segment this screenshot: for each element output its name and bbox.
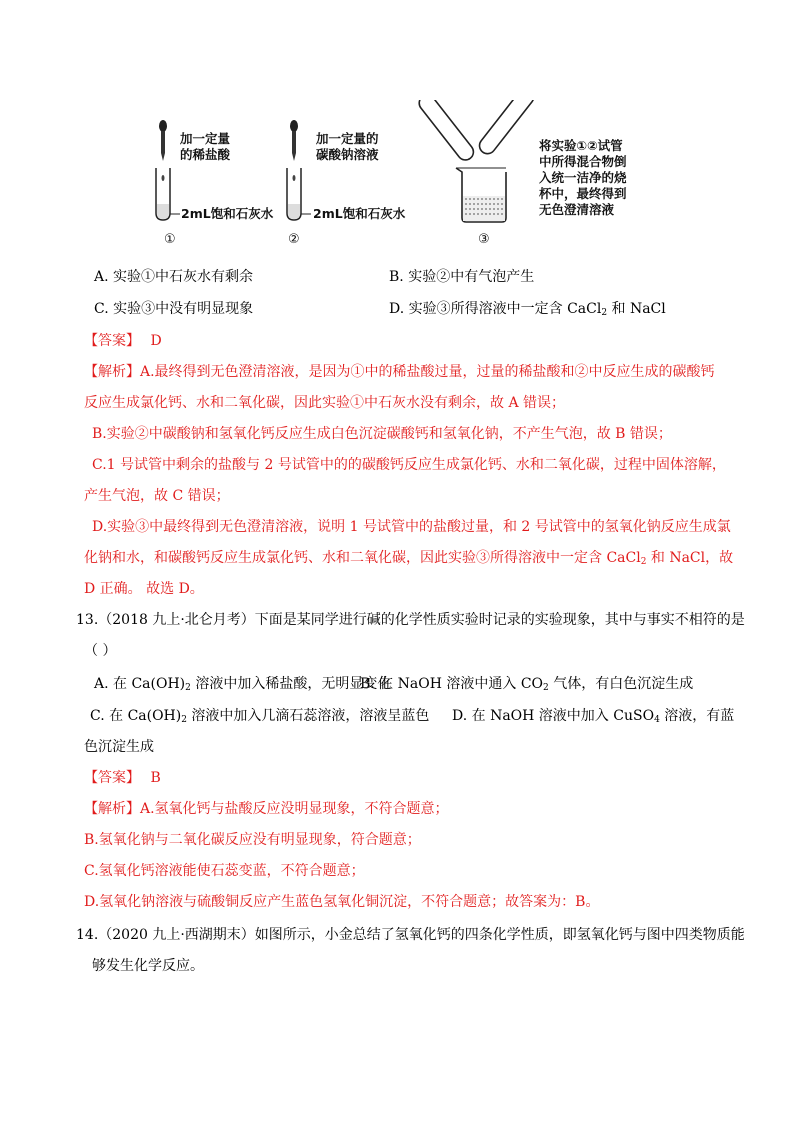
q12-option-b: B. 实验②中有气泡产生 (389, 269, 535, 285)
q13-analysis-a (84, 799, 449, 819)
tube2-label-line1: 加一定量的 (316, 131, 379, 146)
q13-analysis-a-text: A.氢氧化钙与盐酸反应没明显现象，不符合题意； (140, 801, 449, 817)
q12-analysis-b: B.实验②中碳酸钠和氢氧化钙反应生成白色沉淀碳酸钙和氢氧化钠，不产生气泡，故 B 错误； (92, 426, 672, 442)
tube2-label-line2: 碳酸钠溶液 (316, 147, 379, 162)
q13-answer (84, 768, 161, 788)
q13-stem-line1: 13.（2018 九上·北仑月考）下面是某同学进行碱的化学性质实验时记录的实验现象，其中与事实不相符的是 (76, 612, 745, 628)
dropper-icon-1 (159, 120, 167, 161)
q13-analysis-c: C.氢氧化钙溶液能使石蕊变蓝，不符合题意； (84, 863, 365, 879)
q13-option-a-sub: 2 (185, 683, 191, 693)
q12-option-d-tail: 和 NaCl (607, 301, 666, 317)
pouring-tubes-icon (416, 100, 537, 163)
answer-label: 【答案】 (84, 770, 140, 786)
q12-option-d-text: D. 实验③所得溶液中一定含 CaCl (389, 301, 602, 317)
q13-option-c-text: C. 在 Ca(OH) (90, 708, 182, 724)
q12-analysis-d-line3: D 正确。 故选 D。 (84, 581, 204, 597)
q13-option-b-sub: 2 (543, 683, 549, 693)
analysis-d-l2-sub: 2 (640, 557, 647, 567)
q13-option-b-text: B. 在 NaOH 溶液中通入 CO (360, 676, 544, 692)
beaker-icon (456, 168, 506, 222)
analysis-d-l2-tail: 和 NaCl，故 (646, 550, 734, 566)
q13-option-d-tail: 溶液，有蓝 (659, 708, 735, 724)
q13-option-a (94, 674, 391, 698)
q13-stem-line2: （ ） (84, 643, 117, 659)
answer-label: 【答案】 (84, 333, 140, 349)
q13-analysis-b: B.氢氧化钠与二氧化碳反应没有明显现象，符合题意； (84, 832, 421, 848)
beaker-label-line2: 中所得混合物倒 (539, 154, 627, 169)
q12-option-d (389, 299, 666, 323)
beaker-label-line4: 杯中，最终得到 (539, 186, 627, 201)
analysis-label: 【解析】 (84, 364, 140, 380)
q13-option-b-tail: 气体，有白色沉淀生成 (548, 676, 694, 692)
tube1-base-label: 2mL饱和石灰水 (181, 206, 274, 221)
q13-option-d-sub: 4 (654, 715, 660, 725)
q13-option-c-tail: 溶液中加入几滴石蕊溶液，溶液呈蓝色 (186, 708, 430, 724)
q12-analysis-d-line1: D.实验③中最终得到无色澄清溶液，说明 1 号试管中的盐酸过量，和 2 号试管中的氢氧化钠反应生成氯 (92, 519, 731, 535)
tube2-base-label: 2mL饱和石灰水 (313, 206, 406, 221)
q13-option-d-text: D. 在 NaOH 溶液中加入 CuSO (452, 708, 655, 724)
q12-option-c: C. 实验③中没有明显现象 (94, 301, 254, 317)
beaker-number: ③ (478, 232, 490, 247)
q13-option-d (452, 706, 734, 730)
q14-stem-line1: 14.（2020 九上·西湖期末）如图所示，小金总结了氢氧化钙的四条化学性质，即氢氧化钙与图中四类物质能 (76, 927, 745, 943)
q13-option-c (90, 706, 429, 730)
q12-analysis-c-line2: 产生气泡，故 C 错误； (84, 488, 230, 504)
analysis-d-l2-text: 化钠和水，和碳酸钙反应生成氯化钙、水和二氧化碳，因此实验③所得溶液中一定含 CaCl (84, 550, 641, 566)
beaker-label (539, 138, 627, 218)
tube1-number: ① (164, 232, 176, 247)
tube1-label (180, 131, 230, 163)
tube2-label (316, 131, 379, 163)
q13-option-a-tail: 溶液中加入稀盐酸，无明显变化 (190, 676, 392, 692)
beaker-label-line1: 将实验①②试管 (539, 138, 623, 153)
dropper-icon-2 (290, 120, 298, 161)
q13-option-b (360, 674, 693, 698)
analysis-a-l1: A.最终得到无色澄清溶液，是因为①中的稀盐酸过量，过量的稀盐酸和②中反应生成的碳酸钙 (140, 364, 715, 380)
analysis-label: 【解析】 (84, 801, 140, 817)
tube1-label-line2: 的稀盐酸 (180, 147, 231, 162)
beaker-label-line5: 无色澄清溶液 (539, 202, 615, 217)
q12-analysis-c-line1: C.1 号试管中剩余的盐酸与 2 号试管中的的碳酸钙反应生成氯化钙、水和二氧化碳，过程中固体溶解， (92, 457, 726, 473)
q12-option-a: A. 实验①中石灰水有剩余 (94, 269, 254, 285)
q13-option-d-line2: 色沉淀生成 (84, 739, 154, 755)
q12-analysis-line1 (84, 362, 715, 382)
answer-value: B (150, 770, 161, 786)
q12-analysis-d-line2 (84, 548, 733, 572)
q12-option-d-sub: 2 (601, 308, 608, 318)
answer-value: D (150, 333, 162, 349)
beaker-label-line3: 入统一洁净的烧 (539, 170, 627, 185)
q13-option-c-sub: 2 (181, 715, 187, 725)
q13-option-a-text: A. 在 Ca(OH) (94, 676, 186, 692)
q12-analysis-a-line2: 反应生成氯化钙、水和二氧化碳，因此实验①中石灰水没有剩余，故 A 错误； (84, 395, 566, 411)
test-tube-icon-1 (156, 168, 180, 220)
test-tube-icon-2 (287, 168, 311, 220)
q12-answer (84, 331, 162, 351)
tube1-label-line1: 加一定量 (180, 131, 231, 146)
q13-analysis-d: D.氢氧化钠溶液与硫酸铜反应产生蓝色氢氧化铜沉淀，不符合题意；故答案为：B。 (84, 894, 600, 910)
tube2-number: ② (288, 232, 300, 247)
q14-stem-line2: 够发生化学反应。 (92, 958, 204, 974)
experiment-figure (150, 100, 650, 252)
